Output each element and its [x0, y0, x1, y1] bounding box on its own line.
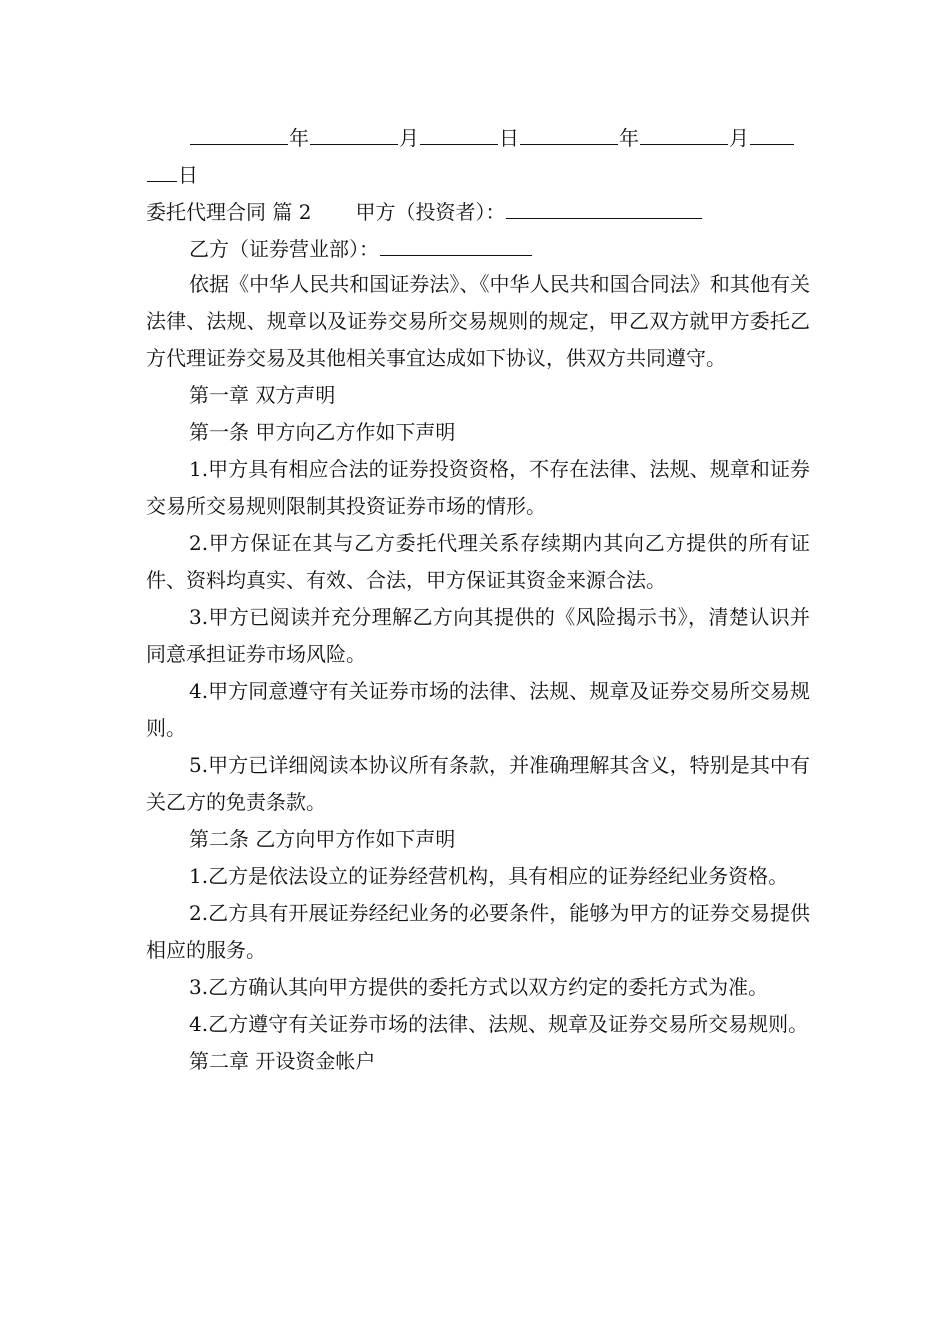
year-char-2: 年 — [619, 126, 639, 150]
article-2-item-2: 2.乙方具有开展证券经纪业务的必要条件，能够为甲方的证券交易提供相应的服务。 — [146, 901, 810, 962]
article-1-item-3: 3.甲方已阅读并充分理解乙方向其提供的《风险揭示书》，清楚认识并同意承担证券市场风险。 — [146, 605, 810, 666]
intro-line — [146, 192, 810, 229]
party-a-blank — [506, 192, 702, 219]
article-1-item-4: 4.甲方同意遵守有关证券市场的法律、法规、规章及证券交易所交易规则。 — [146, 679, 810, 740]
article-2-item-1: 1.乙方是依法设立的证券经营机构，具有相应的证券经纪业务资格。 — [189, 864, 789, 888]
month-char-2: 月 — [729, 126, 749, 150]
party-b-blank — [380, 229, 532, 256]
year-blank-1 — [190, 118, 288, 145]
day-blank-2a — [750, 118, 794, 145]
month-char-1: 月 — [399, 126, 419, 150]
chapter-2-title: 第二章 开设资金帐户 — [189, 1049, 376, 1073]
day-blank-1 — [420, 118, 498, 145]
year-blank-2 — [520, 118, 618, 145]
party-b-line — [146, 229, 810, 266]
date-line — [146, 118, 810, 155]
contract-title: 委托代理合同 篇 2 — [146, 200, 312, 224]
chapter-1-title: 第一章 双方声明 — [189, 383, 336, 407]
date-line-cont — [146, 155, 810, 192]
article-2-title: 第二条 乙方向甲方作如下声明 — [189, 827, 456, 851]
article-1-item-5: 5.甲方已详细阅读本协议所有条款，并准确理解其含义，特别是其中有关乙方的免责条款。 — [146, 753, 810, 814]
article-1-title: 第一条 甲方向乙方作如下声明 — [189, 420, 456, 444]
day-char-2: 日 — [178, 163, 198, 187]
article-1-item-1: 1.甲方具有相应合法的证券投资资格，不存在法律、法规、规章和证券交易所交易规则限制其投资证券市场的情形。 — [146, 457, 810, 518]
month-blank-2 — [640, 118, 728, 145]
day-char-1: 日 — [499, 126, 519, 150]
article-1-item-2: 2.甲方保证在其与乙方委托代理关系存续期内其向乙方提供的所有证件、资料均真实、有效、合法，甲方保证其资金来源合法。 — [146, 531, 810, 592]
month-blank-1 — [310, 118, 398, 145]
document-body — [146, 118, 810, 1080]
preamble-paragraph: 依据《中华人民共和国证券法》、《中华人民共和国合同法》和其他有关法律、法规、规章以及证券交易所交易规则的规定，甲乙双方就甲方委托乙方代理证券交易及其他相关事宜达成如下协议，供双方共同遵守。 — [146, 272, 810, 370]
article-2-item-4: 4.乙方遵守有关证券市场的法律、法规、规章及证券交易所交易规则。 — [189, 1012, 809, 1036]
party-a-label: 甲方（投资者）： — [355, 200, 506, 224]
party-b-label: 乙方（证券营业部）： — [189, 237, 379, 261]
day-blank-2b — [147, 155, 177, 182]
year-char-1: 年 — [289, 126, 309, 150]
article-2-item-3: 3.乙方确认其向甲方提供的委托方式以双方约定的委托方式为准。 — [189, 975, 769, 999]
